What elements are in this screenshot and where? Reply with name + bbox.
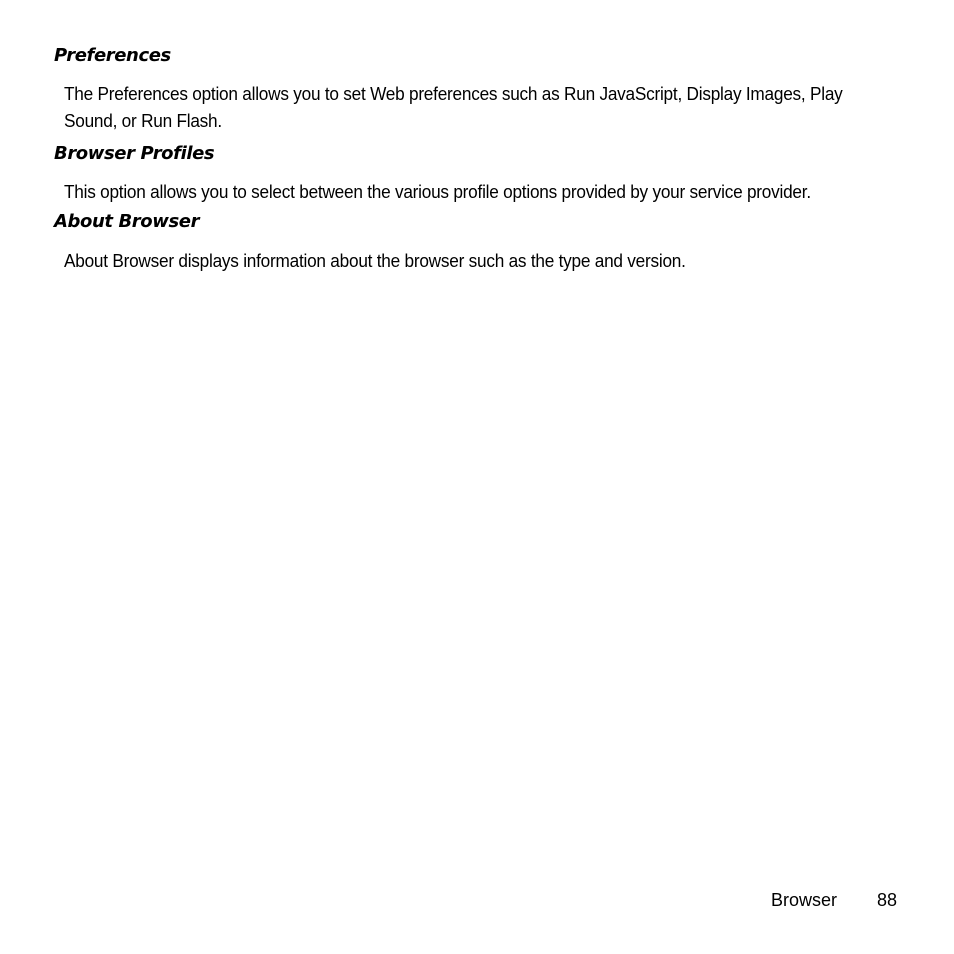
section-body-about-browser xyxy=(64,247,882,274)
body-line: The Preferences option allows you to set Web preferences such as Run JavaScript, Display Images, Play xyxy=(64,83,843,104)
footer-section-name: Browser xyxy=(770,890,837,910)
section-heading-preferences: Preferences xyxy=(54,45,171,66)
page-number: 88 xyxy=(876,890,897,910)
body-line: This option allows you to select between the various profile options provided by your service provider. xyxy=(64,181,811,202)
section-heading-about-browser: About Browser xyxy=(54,211,200,232)
section-body-browser-profiles xyxy=(64,178,882,205)
section-body-preferences xyxy=(64,80,882,134)
body-line: Sound, or Run Flash. xyxy=(64,110,222,131)
section-heading-browser-profiles: Browser Profiles xyxy=(54,143,215,164)
body-line: About Browser displays information about the browser such as the type and version. xyxy=(64,250,686,271)
page-footer xyxy=(0,888,954,912)
